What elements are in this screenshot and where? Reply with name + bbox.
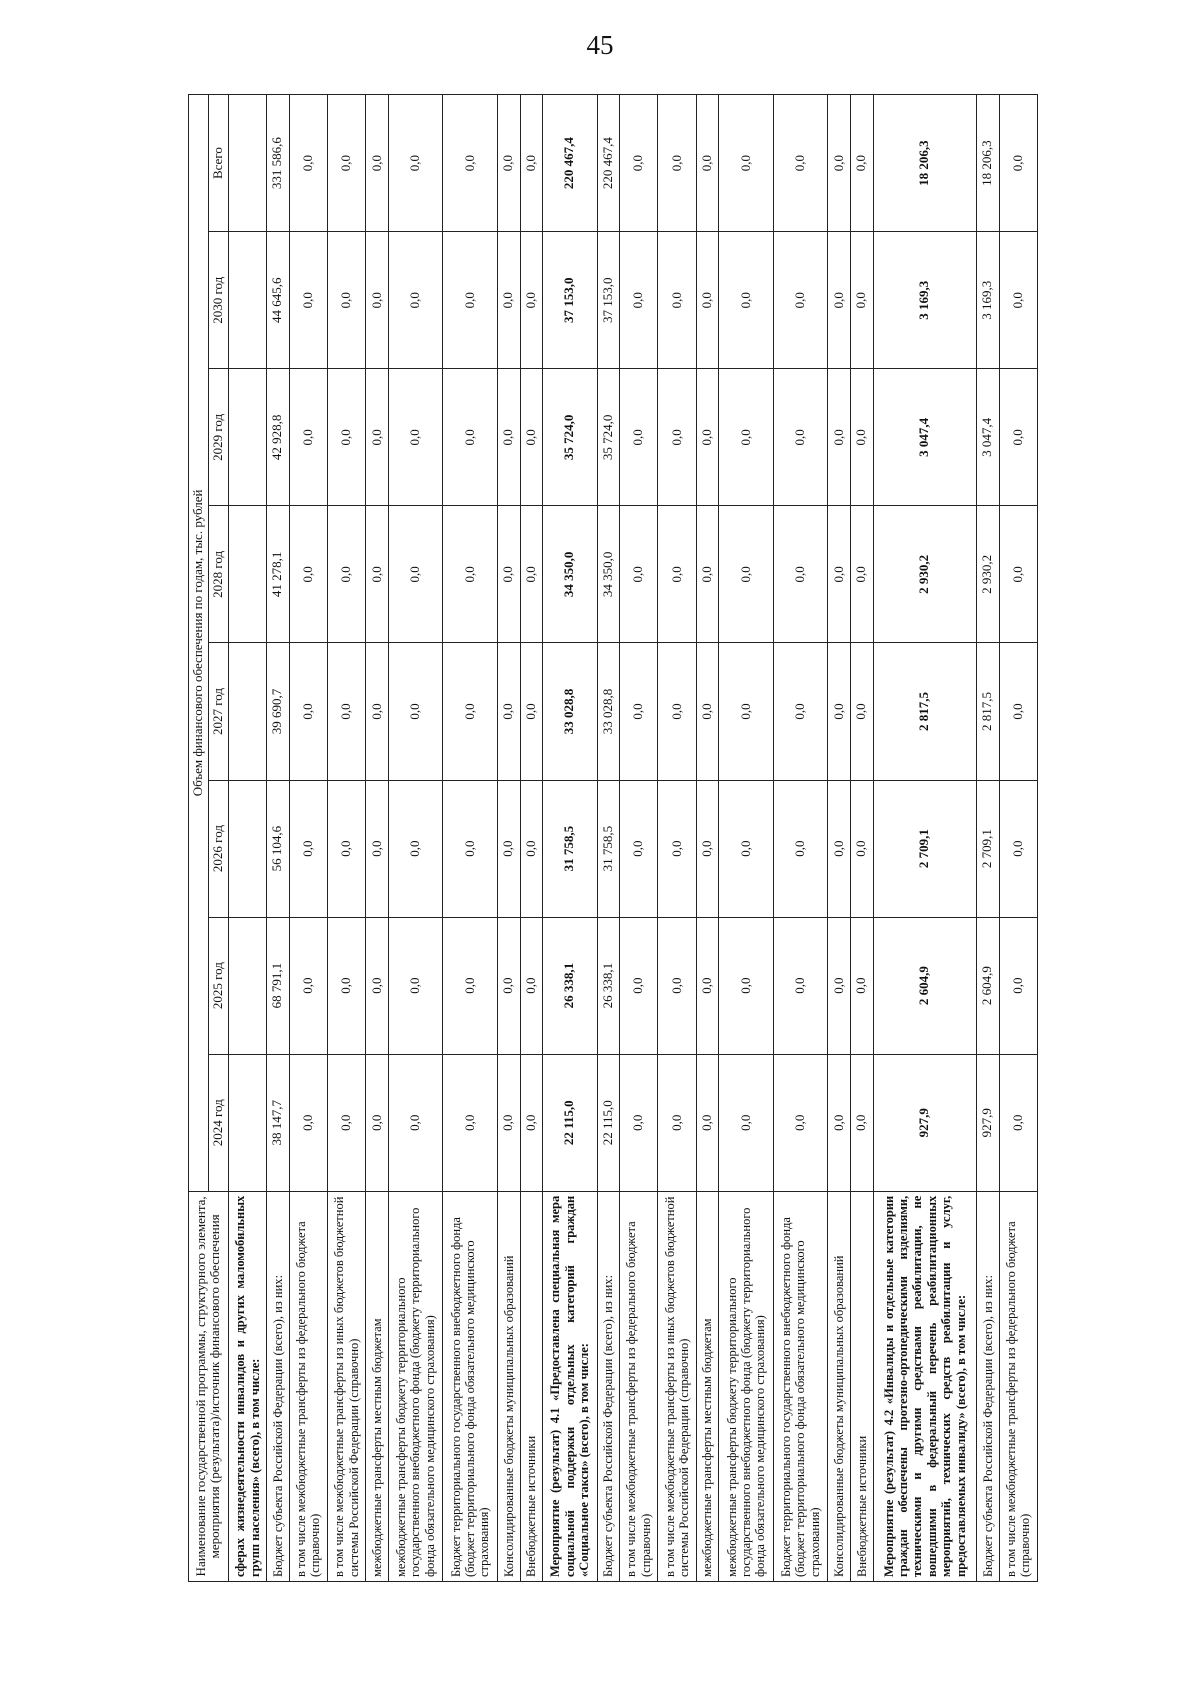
row-year-value: 0,0	[289, 506, 327, 643]
row-year-value: 0,0	[658, 917, 696, 1054]
row-year-value: 0,0	[388, 643, 443, 780]
row-year-value: 2 817,5	[977, 643, 1000, 780]
row-year-value: 2 709,1	[873, 780, 976, 917]
header-year: 2030 год	[208, 232, 228, 369]
row-label: в том числе межбюджетные трансферты из федерального бюджета (справочно)	[999, 1191, 1037, 1581]
row-year-value: 0,0	[999, 780, 1037, 917]
row-year-value: 0,0	[828, 917, 851, 1054]
row-year-value: 0,0	[620, 917, 658, 1054]
row-year-value: 0,0	[620, 506, 658, 643]
row-label: межбюджетные трансферты местным бюджетам	[696, 1191, 719, 1581]
header-year: 2029 год	[208, 369, 228, 506]
row-year-value	[228, 643, 266, 780]
row-year-value: 0,0	[828, 780, 851, 917]
row-label: Бюджет территориального государственного внебюджетного фонда (бюджет территориального фонда обязательного медицинского страхования)	[773, 1191, 828, 1581]
row-year-value	[228, 232, 266, 369]
row-year-value: 0,0	[443, 369, 498, 506]
row-year-value: 0,0	[327, 369, 365, 506]
row-year-value: 34 350,0	[543, 506, 598, 643]
row-year-value: 34 350,0	[597, 506, 620, 643]
row-year-value: 0,0	[520, 369, 543, 506]
row-total-value: 0,0	[658, 95, 696, 232]
row-total-value: 0,0	[443, 95, 498, 232]
row-year-value: 22 115,0	[543, 1054, 598, 1191]
row-year-value: 0,0	[828, 1054, 851, 1191]
row-year-value: 0,0	[388, 232, 443, 369]
row-year-value: 0,0	[658, 506, 696, 643]
row-year-value: 0,0	[443, 232, 498, 369]
table-row	[620, 95, 658, 1582]
row-year-value: 0,0	[620, 1054, 658, 1191]
row-year-value: 0,0	[658, 369, 696, 506]
row-year-value: 0,0	[719, 917, 774, 1054]
row-year-value: 3 169,3	[873, 232, 976, 369]
row-year-value: 26 338,1	[597, 917, 620, 1054]
row-year-value: 0,0	[719, 232, 774, 369]
row-year-value: 0,0	[497, 506, 520, 643]
row-total-value: 0,0	[366, 95, 389, 232]
row-label: Внебюджетные источники	[851, 1191, 874, 1581]
row-year-value: 0,0	[696, 232, 719, 369]
row-year-value: 35 724,0	[597, 369, 620, 506]
row-year-value: 0,0	[366, 1054, 389, 1191]
row-year-value: 0,0	[773, 1054, 828, 1191]
row-year-value	[228, 1054, 266, 1191]
row-year-value: 22 115,0	[597, 1054, 620, 1191]
row-total-value: 220 467,4	[597, 95, 620, 232]
table-row	[977, 95, 1000, 1582]
row-year-value: 0,0	[388, 506, 443, 643]
row-year-value: 0,0	[719, 506, 774, 643]
header-year: 2028 год	[208, 506, 228, 643]
row-year-value: 0,0	[327, 232, 365, 369]
row-year-value: 0,0	[828, 369, 851, 506]
row-year-value: 0,0	[443, 780, 498, 917]
row-year-value: 0,0	[289, 643, 327, 780]
row-year-value: 0,0	[366, 780, 389, 917]
row-year-value: 0,0	[443, 917, 498, 1054]
row-total-value: 0,0	[327, 95, 365, 232]
row-year-value: 68 791,1	[267, 917, 290, 1054]
row-year-value: 2 709,1	[977, 780, 1000, 917]
row-label: Бюджет субъекта Российской Федерации (всего), из них:	[597, 1191, 620, 1581]
row-year-value: 0,0	[443, 1054, 498, 1191]
row-year-value: 0,0	[520, 917, 543, 1054]
row-year-value: 0,0	[773, 917, 828, 1054]
row-year-value: 2 930,2	[873, 506, 976, 643]
row-year-value: 0,0	[773, 643, 828, 780]
row-year-value: 37 153,0	[597, 232, 620, 369]
row-year-value: 0,0	[999, 1054, 1037, 1191]
row-year-value: 0,0	[773, 780, 828, 917]
row-year-value: 0,0	[443, 643, 498, 780]
row-year-value: 0,0	[620, 643, 658, 780]
table-row	[696, 95, 719, 1582]
header-name-column: Наименование государственной программы, структурного элемента, мероприятия (результата)/источник финансового обеспечения	[189, 1191, 229, 1581]
row-label: в том числе межбюджетные трансферты из федерального бюджета (справочно)	[620, 1191, 658, 1581]
row-year-value: 0,0	[828, 506, 851, 643]
row-label: Консолидированные бюджеты муниципальных образований	[828, 1191, 851, 1581]
row-year-value: 0,0	[773, 232, 828, 369]
table-row	[327, 95, 365, 1582]
table-row	[443, 95, 498, 1582]
row-year-value: 0,0	[520, 506, 543, 643]
row-total-value	[228, 95, 266, 232]
row-year-value: 0,0	[327, 1054, 365, 1191]
row-year-value: 3 047,4	[873, 369, 976, 506]
row-label: Мероприятие (результат) 4.2 «Инвалиды и отдельные категории граждан обеспечены протезно-ортопедическими изделиями, техническими и другими средствами реабилитации, не вошедшими в федеральный перечень реабилитационных мероприятий, технических средств реабилитации и услуг, предоставляемых инвалиду» (всего), в том числе:	[873, 1191, 976, 1581]
row-year-value: 0,0	[620, 232, 658, 369]
table-row	[228, 95, 266, 1582]
row-year-value: 0,0	[999, 917, 1037, 1054]
row-total-value: 0,0	[828, 95, 851, 232]
row-total-value: 18 206,3	[977, 95, 1000, 232]
row-label: Мероприятие (результат) 4.1 «Предоставлена специальная мера социальной поддержки отдельных категорий граждан «Социальное такси» (всего), в том числе:	[543, 1191, 598, 1581]
row-total-value: 0,0	[620, 95, 658, 232]
row-year-value: 0,0	[658, 643, 696, 780]
row-year-value: 0,0	[366, 643, 389, 780]
row-year-value: 0,0	[851, 506, 874, 643]
row-label: в том числе межбюджетные трансферты из федерального бюджета (справочно)	[289, 1191, 327, 1581]
table-row	[267, 95, 290, 1582]
header-row-top	[189, 95, 209, 1582]
page-number: 45	[586, 30, 614, 60]
row-year-value: 0,0	[999, 506, 1037, 643]
row-year-value: 0,0	[366, 232, 389, 369]
row-year-value: 0,0	[696, 369, 719, 506]
row-label: в том числе межбюджетные трансферты из иных бюджетов бюджетной системы Российской Федерации (справочно)	[327, 1191, 365, 1581]
row-year-value: 0,0	[366, 369, 389, 506]
row-year-value: 33 028,8	[597, 643, 620, 780]
header-total: Всего	[208, 95, 228, 232]
row-year-value: 0,0	[327, 917, 365, 1054]
row-year-value: 0,0	[289, 780, 327, 917]
row-year-value: 0,0	[497, 369, 520, 506]
row-year-value	[228, 917, 266, 1054]
row-year-value: 927,9	[873, 1054, 976, 1191]
row-total-value: 0,0	[289, 95, 327, 232]
row-year-value: 2 604,9	[873, 917, 976, 1054]
table-row	[497, 95, 520, 1582]
row-year-value: 0,0	[696, 643, 719, 780]
row-year-value	[228, 506, 266, 643]
row-label: в том числе межбюджетные трансферты из иных бюджетов бюджетной системы Российской Федерации (справочно)	[658, 1191, 696, 1581]
table-row	[851, 95, 874, 1582]
row-label: Внебюджетные источники	[520, 1191, 543, 1581]
row-year-value: 0,0	[620, 369, 658, 506]
row-year-value: 0,0	[851, 643, 874, 780]
row-total-value: 18 206,3	[873, 95, 976, 232]
row-year-value: 0,0	[520, 232, 543, 369]
row-year-value: 3 047,4	[977, 369, 1000, 506]
row-year-value: 0,0	[289, 232, 327, 369]
table-row	[520, 95, 543, 1582]
row-year-value: 0,0	[620, 780, 658, 917]
row-year-value: 0,0	[851, 232, 874, 369]
row-label: Бюджет территориального государственного внебюджетного фонда (бюджет территориального фонда обязательного медицинского страхования)	[443, 1191, 498, 1581]
row-year-value: 2 817,5	[873, 643, 976, 780]
row-year-value: 37 153,0	[543, 232, 598, 369]
header-year: 2026 год	[208, 780, 228, 917]
row-year-value	[228, 780, 266, 917]
row-year-value: 0,0	[327, 506, 365, 643]
table-row	[999, 95, 1037, 1582]
row-year-value: 0,0	[696, 780, 719, 917]
row-year-value: 0,0	[520, 780, 543, 917]
table-row	[597, 95, 620, 1582]
row-year-value: 0,0	[719, 1054, 774, 1191]
row-year-value: 0,0	[289, 369, 327, 506]
row-year-value: 0,0	[719, 780, 774, 917]
table-row	[773, 95, 828, 1582]
row-year-value: 0,0	[388, 917, 443, 1054]
row-year-value: 0,0	[520, 1054, 543, 1191]
row-year-value: 0,0	[497, 917, 520, 1054]
row-year-value: 0,0	[658, 1054, 696, 1191]
row-year-value: 0,0	[658, 232, 696, 369]
row-year-value: 0,0	[388, 1054, 443, 1191]
row-label: Бюджет субъекта Российской Федерации (всего), из них:	[267, 1191, 290, 1581]
row-year-value: 0,0	[828, 643, 851, 780]
row-total-value: 0,0	[696, 95, 719, 232]
row-year-value: 44 645,6	[267, 232, 290, 369]
table-row	[543, 95, 598, 1582]
row-year-value: 0,0	[851, 917, 874, 1054]
row-year-value: 0,0	[366, 506, 389, 643]
header-year: 2027 год	[208, 643, 228, 780]
table-row	[873, 95, 976, 1582]
row-year-value: 0,0	[719, 369, 774, 506]
row-year-value: 31 758,5	[597, 780, 620, 917]
table-row	[658, 95, 696, 1582]
row-year-value: 42 928,8	[267, 369, 290, 506]
row-label: Консолидированные бюджеты муниципальных образований	[497, 1191, 520, 1581]
row-label: межбюджетные трансферты бюджету территориального государственного внебюджетного фонда (бюджету территориального фонда обязательного медицинского страхования)	[388, 1191, 443, 1581]
row-year-value: 26 338,1	[543, 917, 598, 1054]
table-row	[289, 95, 327, 1582]
row-year-value: 0,0	[999, 643, 1037, 780]
row-label: сферах жизнедеятельности инвалидов и других маломобильных групп населения» (всего), в том числе:	[228, 1191, 266, 1581]
row-year-value: 0,0	[999, 232, 1037, 369]
row-year-value: 0,0	[366, 917, 389, 1054]
table-row	[366, 95, 389, 1582]
row-year-value: 0,0	[497, 643, 520, 780]
row-label: межбюджетные трансферты бюджету территориального государственного внебюджетного фонда (бюджету территориального фонда обязательного медицинского страхования)	[719, 1191, 774, 1581]
row-year-value: 0,0	[851, 780, 874, 917]
row-year-value: 0,0	[497, 780, 520, 917]
row-label: межбюджетные трансферты местным бюджетам	[366, 1191, 389, 1581]
row-year-value: 2 604,9	[977, 917, 1000, 1054]
row-year-value: 0,0	[497, 1054, 520, 1191]
row-year-value: 3 169,3	[977, 232, 1000, 369]
row-total-value: 0,0	[388, 95, 443, 232]
header-year: 2025 год	[208, 917, 228, 1054]
row-total-value: 0,0	[773, 95, 828, 232]
row-year-value: 0,0	[773, 369, 828, 506]
rotated-table-container	[188, 94, 1038, 1582]
row-year-value: 35 724,0	[543, 369, 598, 506]
row-year-value: 0,0	[696, 506, 719, 643]
row-year-value: 0,0	[520, 643, 543, 780]
row-total-value: 0,0	[719, 95, 774, 232]
table-body	[228, 95, 1037, 1582]
row-total-value: 331 586,6	[267, 95, 290, 232]
row-year-value: 0,0	[658, 780, 696, 917]
table-row	[388, 95, 443, 1582]
row-year-value: 0,0	[851, 369, 874, 506]
row-year-value: 0,0	[443, 506, 498, 643]
row-year-value: 0,0	[999, 369, 1037, 506]
row-total-value: 0,0	[851, 95, 874, 232]
row-year-value	[228, 369, 266, 506]
row-year-value: 0,0	[828, 232, 851, 369]
row-year-value: 0,0	[327, 643, 365, 780]
row-year-value: 41 278,1	[267, 506, 290, 643]
row-year-value: 927,9	[977, 1054, 1000, 1191]
row-year-value: 0,0	[696, 917, 719, 1054]
row-year-value: 0,0	[719, 643, 774, 780]
row-year-value: 0,0	[497, 232, 520, 369]
financing-table	[188, 94, 1038, 1582]
table-row	[719, 95, 774, 1582]
header-volume-title: Объем финансового обеспечения по годам, тыс. рублей	[189, 95, 209, 1192]
row-year-value: 2 930,2	[977, 506, 1000, 643]
row-year-value: 56 104,6	[267, 780, 290, 917]
row-year-value: 0,0	[773, 506, 828, 643]
row-year-value: 33 028,8	[543, 643, 598, 780]
row-year-value: 0,0	[289, 917, 327, 1054]
row-year-value: 0,0	[388, 780, 443, 917]
header-year: 2024 год	[208, 1054, 228, 1191]
table-row	[828, 95, 851, 1582]
row-year-value: 38 147,7	[267, 1054, 290, 1191]
row-year-value: 0,0	[388, 369, 443, 506]
row-total-value: 220 467,4	[543, 95, 598, 232]
row-year-value: 0,0	[851, 1054, 874, 1191]
row-label: Бюджет субъекта Российской Федерации (всего), из них:	[977, 1191, 1000, 1581]
row-year-value: 31 758,5	[543, 780, 598, 917]
row-total-value: 0,0	[520, 95, 543, 232]
row-year-value: 0,0	[696, 1054, 719, 1191]
row-year-value: 0,0	[289, 1054, 327, 1191]
row-total-value: 0,0	[497, 95, 520, 232]
row-total-value: 0,0	[999, 95, 1037, 232]
row-year-value: 0,0	[327, 780, 365, 917]
row-year-value: 39 690,7	[267, 643, 290, 780]
